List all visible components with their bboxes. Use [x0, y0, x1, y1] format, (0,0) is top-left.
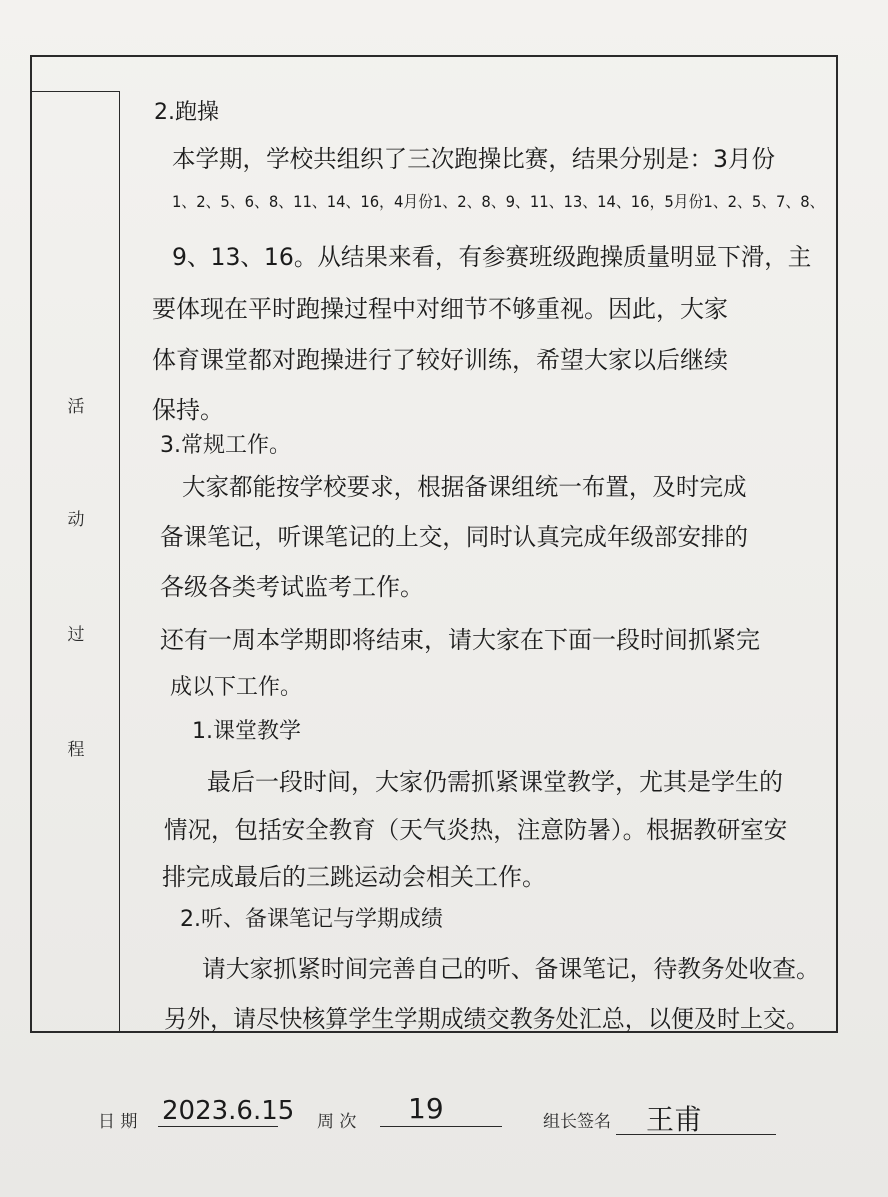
week-underline	[380, 1126, 502, 1127]
week-value: 19	[408, 1092, 444, 1125]
heading-line: 3.常规工作。	[160, 433, 291, 458]
text-line: 各级各类考试监考工作。	[160, 573, 424, 601]
text-line: 排完成最后的三跳运动会相关工作。	[162, 863, 546, 891]
text-line: 另外，请尽快核算学生学期成绩交教务处汇总，以便及时上交。	[164, 1005, 810, 1033]
text-line: 保持。	[152, 396, 224, 424]
text-line: 请大家抓紧时间完善自己的听、备课笔记，待教务处收查。	[202, 955, 820, 983]
text-line: 1、2、5、6、8、11、14、16，4月份1、2、8、9、11、13、14、16，5月份1、2、5、7、8、	[172, 192, 825, 211]
heading-line: 2.跑操	[154, 100, 219, 125]
text-line: 还有一周本学期即将结束，请大家在下面一段时间抓紧完	[160, 626, 760, 654]
text-line: 本学期，学校共组织了三次跑操比赛，结果分别是：3月份	[172, 145, 775, 173]
side-label-column	[32, 91, 120, 1031]
side-label-char: 活	[67, 397, 85, 417]
heading-line: 1.课堂教学	[192, 719, 301, 744]
text-line: 最后一段时间，大家仍需抓紧课堂教学，尤其是学生的	[207, 768, 783, 796]
date-value: 2023.6.15	[162, 1096, 295, 1126]
side-label-char: 动	[67, 510, 85, 530]
text-line: 成以下工作。	[170, 675, 303, 700]
bleed-through-header	[110, 2, 750, 42]
signature-value: 王甫	[646, 1103, 703, 1136]
date-label: 日 期	[98, 1112, 138, 1132]
text-line: 情况，包括安全教育（天气炎热，注意防暑）。根据教研室安	[164, 816, 788, 844]
text-line: 9、13、16。从结果来看，有参赛班级跑操质量明显下滑，主	[172, 243, 812, 271]
date-underline	[158, 1126, 278, 1127]
signature-label: 组长签名	[543, 1112, 611, 1132]
text-line: 要体现在平时跑操过程中对细节不够重视。因此，大家	[152, 295, 728, 323]
heading-line: 2.听、备课笔记与学期成绩	[180, 907, 443, 932]
text-line: 备课笔记，听课笔记的上交，同时认真完成年级部安排的	[160, 523, 748, 551]
text-line: 体育课堂都对跑操进行了较好训练，希望大家以后继续	[152, 346, 728, 374]
side-label-char: 过	[67, 625, 85, 645]
signature-underline	[616, 1134, 776, 1135]
record-table	[30, 55, 838, 1033]
text-line: 大家都能按学校要求，根据备课组统一布置，及时完成	[182, 473, 747, 501]
week-label: 周 次	[317, 1112, 357, 1132]
side-label-char: 程	[67, 740, 85, 760]
